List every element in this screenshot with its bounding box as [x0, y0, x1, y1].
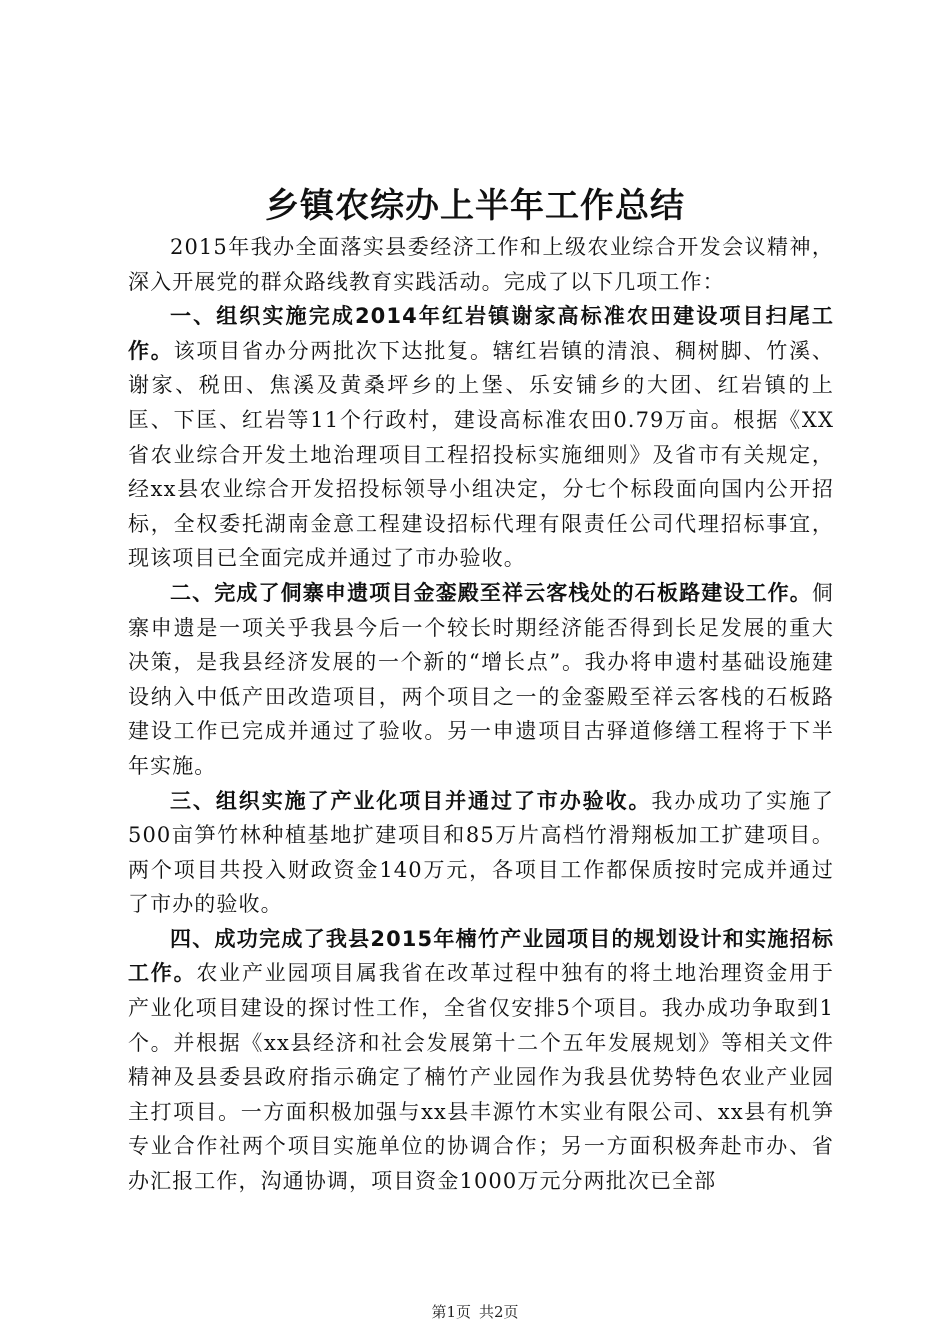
section-body-1: 该项目省办分两批次下达批复。辖红岩镇的清浪、稠树脚、竹溪、谢家、税田、焦溪及黄桑坪乡的上堡、乐安铺乡的大团、红岩镇的上匡、下匡、红岩等11个行政村，建设高标准农田0.79万亩。根据《XX省农业综合开发土地治理项目工程招投标实施细则》及省市有关规定，经xx县农业综合开发招投标领导小组决定，分七个标段面向国内公开招标，全权委托湖南金意工程建设招标代理有限责任公司代理招标事宜，现该项目已全面完成并通过了市办验收。	[128, 338, 834, 571]
section-heading-3: 三、组织实施了产业化项目并通过了市办验收。	[170, 788, 652, 813]
page-total: 共2页	[479, 1303, 519, 1321]
section-paragraph-1	[128, 299, 834, 576]
document-body	[128, 230, 834, 1199]
section-body-2: 侗寨申遗是一项关乎我县今后一个较长时期经济能否得到长足发展的重大决策，是我县经济发展的一个新的“增长点”。我办将申遗村基础设施建设纳入中低产田改造项目，两个项目之一的金銮殿至祥云客栈的石板路建设工作已完成并通过了验收。另一申遗项目古驿道修缮工程将于下半年实施。	[128, 580, 834, 778]
section-heading-4: 四、成功完成了我县2015年楠竹产业园项目的规划设计和实施招标工作。	[128, 926, 834, 986]
intro-paragraph: 2015年我办全面落实县委经济工作和上级农业综合开发会议精神，深入开展党的群众路线教育实践活动。完成了以下几项工作：	[128, 235, 834, 294]
page-footer	[0, 1302, 950, 1322]
section-heading-1: 一、组织实施完成2014年红岩镇谢家高标准农田建设项目扫尾工作。	[128, 304, 834, 363]
section-heading-2: 二、完成了侗寨申遗项目金銮殿至祥云客栈处的石板路建设工作。	[170, 580, 812, 605]
section-body-4: 农业产业园项目属我省在改革过程中独有的将土地治理资金用于产业化项目建设的探讨性工作，全省仅安排5个项目。我办成功争取到1个。并根据《xx县经济和社会发展第十二个五年发展规划》等相关文件精神及县委县政府指示确定了楠竹产业园作为我县优势特色农业产业园主打项目。一方面积极加强与xx县丰源竹木实业有限公司、xx县有机笋专业合作社两个项目实施单位的协调合作；另一方面积极奔赴市办、省办汇报工作，沟通协调，项目资金1000万元分两批次已全部	[128, 961, 834, 1194]
section-paragraph-3	[128, 784, 834, 922]
section-paragraph-2	[128, 576, 834, 784]
page-number: 第1页	[431, 1303, 471, 1321]
section-paragraph-4	[128, 922, 834, 1199]
document-title: 乡镇农综办上半年工作总结	[265, 186, 685, 226]
section-body-3: 我办成功了实施了500亩笋竹林种植基地扩建项目和85万片高档竹滑翔板加工扩建项目。两个项目共投入财政资金140万元，各项目工作都保质按时完成并通过了市办的验收。	[128, 788, 834, 917]
